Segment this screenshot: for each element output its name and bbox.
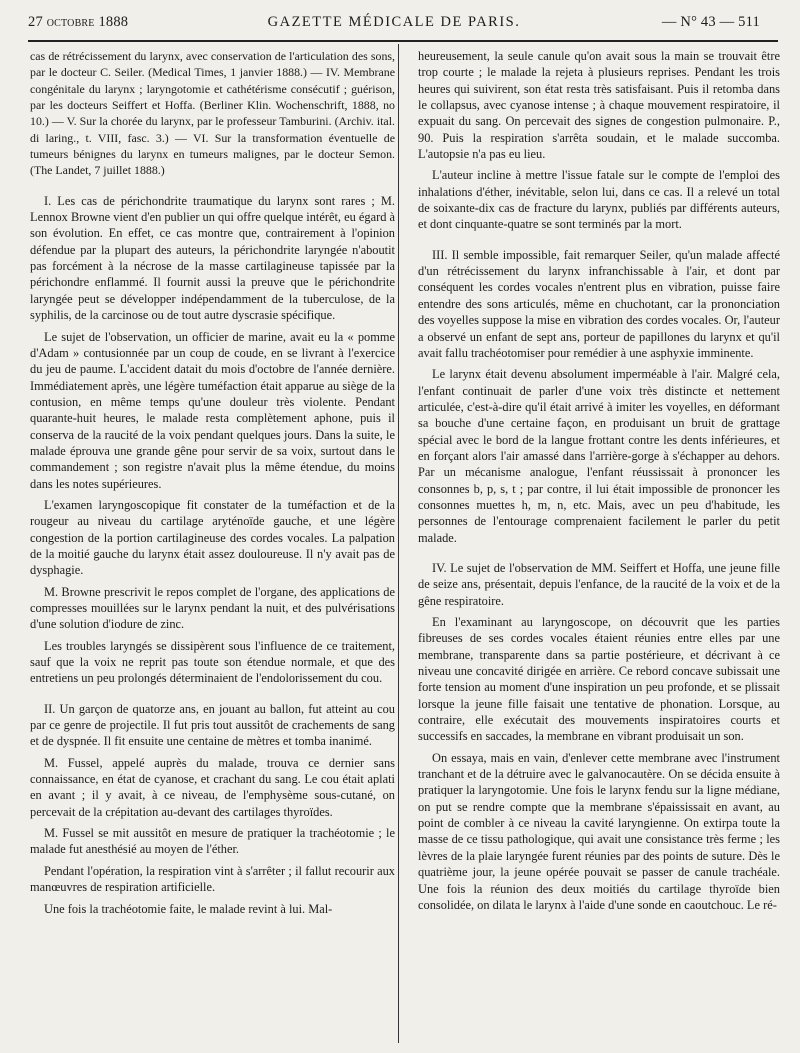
paragraph: I. Les cas de périchondrite traumatique du larynx sont rares ; M. Lennox Browne vient d'en publier un qui offre quelque intérêt, eu égard à son évolution. En effet, ce cas montre que, contrairement à l'opinion défendue par la plupart des auteurs, la périchondrite laryngée n'aboutit pas forcément à la nécrose de la masse cartilagineuse tapissée par la périchondre enflammé. Il fournit aussi la preuve que le périchondrite laryngée peut se développer indépendamment de la tuberculose, de la syphilis, de la carcinose ou de tout autre dyscrasie spécifique. [30,193,395,323]
page-header [28,12,760,36]
paragraph: III. Il semble impossible, fait remarquer Seiler, qu'un malade affecté d'un rétrécissement du larynx infranchissable à l'air, et dont par conséquent les cordes vocales n'entrent plus en vibration, puisse faire entendre des sons articulés, même en chuchotant, car la prononciation des voyelles suppose la mise en vibration des cordes vocales. Or, l'auteur a observé un enfant de sept ans, porteur de papillones du larynx et qu'il avait fallu trachéotomiser pour remédier à une asphyxie imminente. [418,247,780,360]
paragraph: On essaya, mais en vain, d'enlever cette membrane avec l'instrument tranchant et de la détruire avec le galvanocautère. On se décida ensuite à pratiquer la laryngotomie. Une fois le larynx fendu sur la ligne médiane, on put se rendre compte que la membrane s'épaississait en avant, au point de combler à ce niveau la cavité laryngienne. On extirpa toute la masse de ce tissu pathologique, qui avait une consistance très ferme ; les lèvres de la plaie laryngée furent réunies par des points de suture. Dès le quatrième jour, la jeune opérée pouvait se passer de canule trachéale. Une fois la réunion des deux moitiés du cartilage thyroïde bien consolidée, on dilata le larynx à l'aide d'une sonde en caoutchouc. Le ré- [418,750,780,912]
paragraph: II. Un garçon de quatorze ans, en jouant au ballon, fut atteint au cou par ce genre de projectile. Il fut pris tout aussitôt de crachements de sang et de dyspnée. Il fit ensuite une centaine de mètres et tomba inanimé. [30,701,395,749]
paragraph: En l'examinant au laryngoscope, on découvrit que les parties fibreuses de ses cordes vocales étaient réunies entre elles par une membrane, transparente dans sa partie postérieure, et décrivant à ce niveau une concavité dirigée en arrière. Ce rebord concave subissait une forte tension au moment d'une inspiration un peu profonde, et se plissait lorsque la jeune fille faisait une tentative de phonation. Lorsque, au contraire, elle exécutait des mouvements inspiratoires courts et successifs en saccades, la membrane en vibrant produisait un son. [418,615,780,744]
right-column [418,48,780,918]
paragraph: Une fois la trachéotomie faite, le malade revint à lui. Mal- [44,901,333,916]
paragraph: M. Fussel, appelé auprès du malade, trouva ce dernier sans connaissance, en état de cyanose, et crachant du sang. Le cou était aplati en avant ; il y avait, à ce niveau, de l'emphysème sous-cutané, on percevait de la crépitation au-devant des cartilages thyroïdes. [30,755,395,819]
paragraph: Pendant l'opération, la respiration vint à s'arrêter ; il fallut recourir aux manœuvres de respiration artificielle. [30,863,395,895]
paragraph: Le larynx était devenu absolument imperméable à l'air. Malgré cela, l'enfant continuait de parler d'une voix très distincte et nettement articulée, c'est-à-dire qu'il était arrivé à imiter les voyelles, en déformant sa bouche d'une certaine façon, en produisant un bruit de grattage spécial avec le bord de la langue frottant contre les dents inférieures, et en forçant alors l'air amassé dans l'arrière-gorge à s'échapper au dehors. Par un mécanisme analogue, l'enfant réussissait à prononcer les consonnes b, p, s, t ; par contre, il lui était impossible de prononcer les consonnes muettes h, m, n, etc. Mais, avec un peu d'habitude, les personnes de l'entourage comprenaient facilement le parler du petit malade. [418,367,780,545]
references-paragraph: cas de rétrécissement du larynx, avec conservation de l'articulation des sons, par le docteur C. Seiler. (Medical Times, 1 janvier 1888.) — IV. Membrane congénitale du larynx ; laryngotomie et cathétérisme consécutif ; guérison, par les docteurs Seiffert et Hoffa. (Berliner Klin. Wochenschrift, 1888, no 10.) — V. Sur la chorée du larynx, par le professeur Tamburini. (Archiv. ital. di laring., t. VIII, fasc. 3.) — VI. Sur la transformation éventuelle de tumeurs bénignes du larynx en tumeurs malignes, par le docteur Semon. (The Landet, 7 juillet 1888.) [30,49,395,178]
left-column [30,48,395,922]
paragraph: Le sujet de l'observation, un officier de marine, avait eu la « pomme d'Adam » contusionnée par un coup de coude, en se livrant à l'exercice du jeu de paume. L'accident datait du mois d'octobre de l'année dernière. Immédiatement après, une légère tuméfaction était apparue au siège de la contusion, en même temps qu'une douleur très violente. Pendant quarante-huit heures, le malade resta complètement aphone, puis il conserva de la raucité de la voix pendant quelques jours. Dans la suite, le malade éprouva une grande gêne pour servir de sa voix, surtout dans le commandement ; son registre n'avait plus la même étendue, du moins dans les notes supérieures. [30,329,395,491]
issue-number-page: — N° 43 — 511 [661,14,760,30]
paragraph: M. Browne prescrivit le repos complet de l'organe, des applications de compresses mouillées sur le larynx pendant la nuit, et des pulvérisations d'une solution d'iodure de zinc. [30,584,395,632]
paragraph: M. Fussel se mit aussitôt en mesure de pratiquer la trachéotomie ; le malade fut anesthésié au moyen de l'éther. [30,826,395,857]
journal-title: GAZETTE MÉDICALE DE PARIS. [267,14,521,30]
issue-date: 27 octobre 1888 [28,14,129,30]
paragraph: heureusement, la seule canule qu'on avait sous la main se trouvait être trop courte ; le malade la rejeta à plusieurs reprises. Pendant les trois heures qui suivirent, son état resta très satisfaisant. Puis il retomba dans le collapsus, avec cyanose intense ; à chaque mouvement respiratoire, il expuait du sang. On percevait des signes de congestion pulmonaire. P., 90. Puis la respiration s'arrêta soudain, et le malade succomba. L'autopsie n'a pas eu lieu. [418,49,780,162]
header-rule [28,40,778,42]
column-divider [398,44,399,1043]
paragraph: Les troubles laryngés se dissipèrent sous l'influence de ce traitement, sauf que la voix ne reprit pas toute son étendue normale, et que des entretiens un peu prolongés déterminaient de l'endolorissement du cou. [30,638,395,686]
paragraph: L'auteur incline à mettre l'issue fatale sur le compte de l'emploi des inhalations d'éther, inévitable, selon lui, dans ce cas. Il a relevé un total de soixante-dix cas de fracture du larynx, publiés par différents auteurs, et dont cinquante-quatre se sont terminés par la mort. [418,168,780,232]
paragraph: L'examen laryngoscopique fit constater de la tuméfaction et de la rougeur au niveau du cartilage aryténoïde gauche, et une légère congestion de la portion cartilagineuse des cordes vocales. La palpation de la moitié gauche du larynx était assez douloureuse. Il n'y avait pas de dysphagie. [30,497,395,578]
paragraph: IV. Le sujet de l'observation de MM. Seiffert et Hoffa, une jeune fille de seize ans, présentait, depuis l'enfance, de la raucité de la voix et de la gêne respiratoire. [418,560,780,608]
